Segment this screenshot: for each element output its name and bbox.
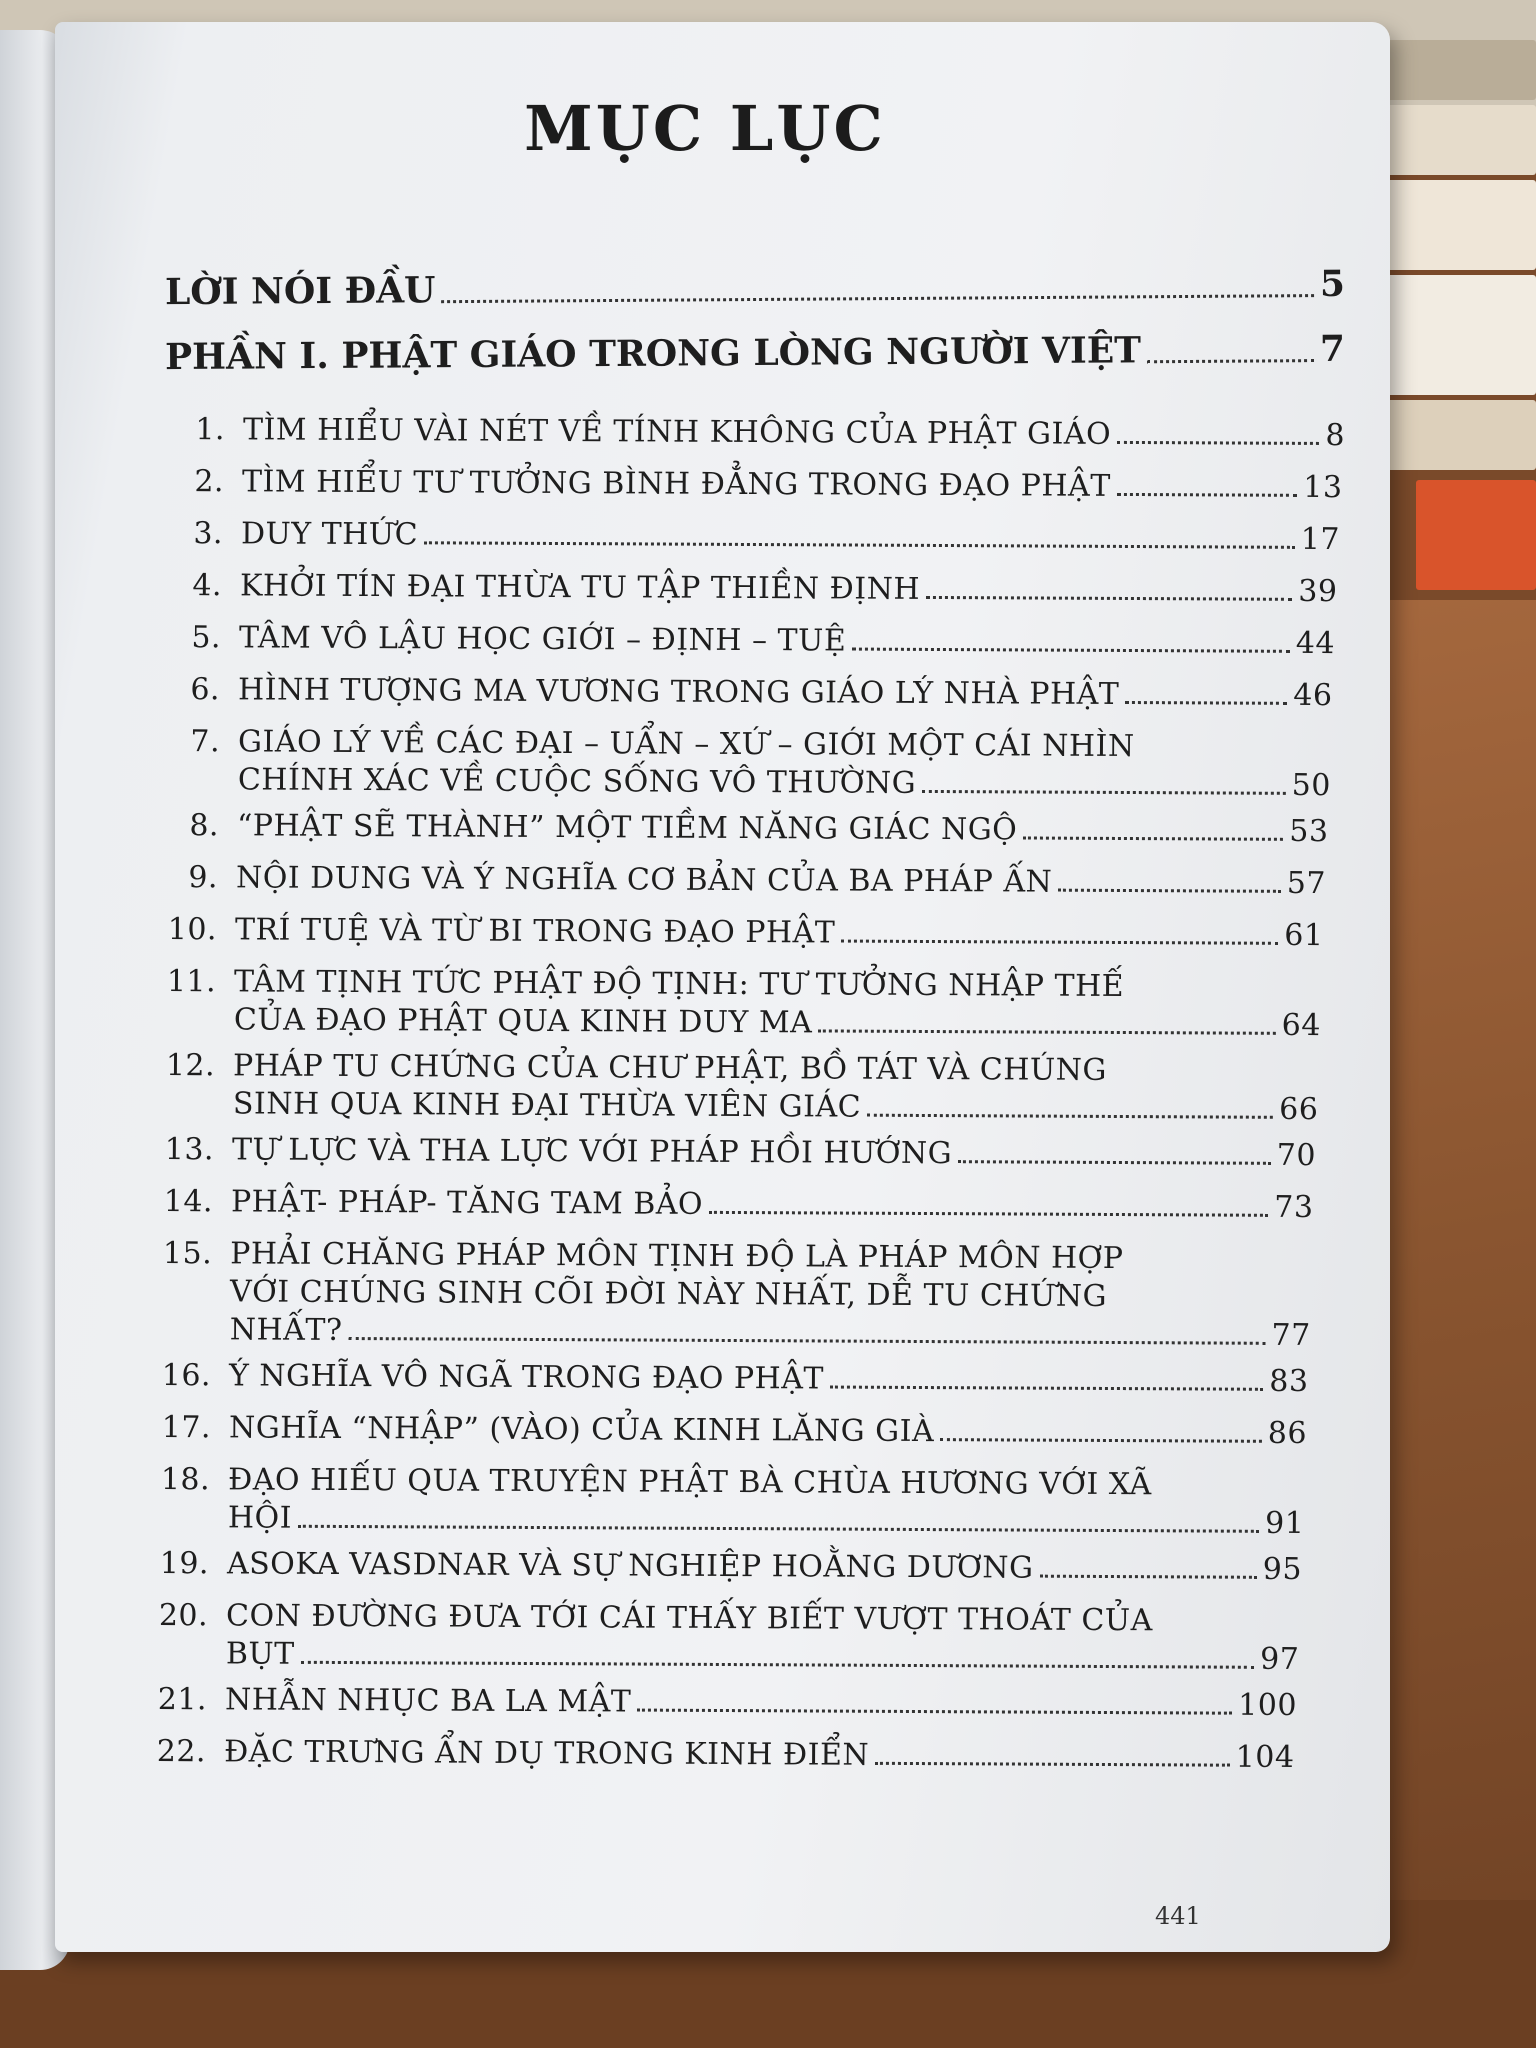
book-page [55,22,1390,1952]
toc-entry-title: HỘI [227,1500,293,1536]
toc-entry [154,1129,1316,1173]
toc-entry-line [152,1309,1311,1353]
toc-entry-page: 39 [1298,573,1338,610]
toc-entry-line [153,1181,1314,1225]
toc-entry-number: 3. [193,516,224,552]
toc-entry-page: 46 [1293,677,1333,714]
toc-entry-line [150,1459,1305,1503]
toc-entry-title: CON ĐƯỜNG ĐƯA TỚI CÁI THẤY BIẾT VƯỢT THOÁT CỦA [226,1598,1153,1639]
toc-entry-line [160,721,1331,765]
toc-entry-number: 2. [194,464,225,500]
toc-entry-line [163,513,1340,557]
toc-entry-title: “PHẬT SẼ THÀNH” MỘT TIỀM NĂNG GIÁC NGỘ [236,808,1018,848]
dot-leader [940,1438,1262,1443]
toc-entry-title: TỰ LỰC VÀ THA LỰC VỚI PHÁP HỒI HƯỚNG [231,1132,953,1172]
toc-entry-number: 18. [160,1462,211,1498]
toc-entry-line [148,1633,1300,1677]
toc-entry-page: 66 [1279,1091,1319,1128]
toc-entry [148,1595,1300,1677]
toc-entry-title: PHÁP TU CHỨNG CỦA CHƯ PHẬT, BỒ TÁT VÀ CHÚNG [233,1048,1108,1088]
toc-entry [156,961,1321,1043]
toc-entry-title: NHẤT? [229,1312,343,1348]
dot-leader [830,1386,1263,1391]
toc-entry-line [152,1271,1311,1315]
toc-entry-page: 97 [1260,1641,1300,1678]
toc-entry-line [158,857,1326,901]
toc-entry-foreword [165,263,1345,313]
dot-leader [301,1661,1254,1669]
toc-entry-title: BỤT [225,1636,295,1672]
toc-entry-line [154,1129,1316,1173]
toc-entry-number: 19. [159,1546,210,1582]
toc-entry [165,409,1345,453]
toc-entry-title: VỚI CHÚNG SINH CÕI ĐỜI NÀY NHẤT, DỄ TU CHỨNG [229,1274,1108,1314]
toc-entry-title: ASOKA VASDNAR VÀ SỰ NGHIỆP HOẰNG DƯƠNG [226,1546,1034,1586]
toc-entry-title: TÂM TỊNH TỨC PHẬT ĐỘ TỊNH: TƯ TƯỞNG NHẬP THẾ [234,964,1125,1005]
toc-entry-page: 104 [1235,1739,1295,1776]
toc-entry-page: 91 [1265,1505,1305,1542]
toc-entry-number: 14. [163,1184,214,1220]
toc-entry-page: 95 [1262,1551,1303,1588]
page-title: MỤC LỤC [524,92,886,165]
toc-entry-title: KHỞI TÍN ĐẠI THỪA TU TẬP THIỀN ĐỊNH [239,568,921,607]
toc-entry [153,1181,1314,1225]
dot-leader [841,940,1278,945]
toc-entry-number: 21. [157,1682,208,1718]
toc-entry [150,1459,1305,1541]
toc-entry-line [164,461,1343,505]
toc-entry-number: 6. [190,672,221,708]
toc-entry-line [159,805,1329,849]
toc-entry-page: 83 [1269,1363,1309,1400]
toc-entry-title: PHẢI CHĂNG PHÁP MÔN TỊNH ĐỘ LÀ PHÁP MÔN HỢP [230,1236,1124,1277]
toc-entry-line [165,409,1345,453]
toc-entry-line [160,759,1331,803]
toc-entry [158,857,1326,901]
dot-leader [424,541,1295,549]
toc-entry-number: 5. [191,620,222,656]
toc-entry-number: 12. [165,1048,216,1084]
dot-leader [298,1525,1259,1533]
toc-entry-number: 10. [167,912,218,948]
book-stack [1366,40,1536,600]
dot-leader [922,790,1286,795]
dot-leader [926,596,1292,601]
toc-entry-line [156,999,1321,1043]
dot-leader [818,1029,1275,1034]
toc-entry-line [162,565,1338,609]
toc-entry-line [155,1045,1319,1089]
dot-leader [637,1709,1232,1715]
dot-leader [958,1160,1271,1165]
toc-entry-page: 8 [1325,417,1346,454]
toc-entry-title: PHẬT- PHÁP- TĂNG TAM BẢO [230,1184,704,1222]
toc-entry [152,1233,1312,1353]
toc-entry-page: 13 [1303,469,1343,506]
toc-entry-page: 7 [1319,327,1346,371]
toc-entry [163,513,1340,557]
toc-entry-line [157,909,1324,953]
toc-entry-number: 4. [192,568,223,604]
toc-entry-title: TRÍ TUỆ VÀ TỪ BI TRONG ĐẠO PHẬT [234,912,836,951]
dot-leader [1117,493,1298,497]
toc-entry-part1 [165,328,1345,378]
toc-entry [155,1045,1319,1127]
toc-entry-number: 20. [158,1598,209,1634]
toc-entry [151,1407,1307,1451]
toc-entry-line [151,1407,1307,1451]
toc-entry [161,617,1335,661]
toc-entry-number: 17. [161,1410,212,1446]
toc-entry-line [147,1679,1297,1723]
dot-leader [442,294,1314,303]
toc-entry-line [150,1497,1305,1541]
toc-entry-page: 100 [1238,1687,1298,1724]
toc-entry-line [152,1233,1311,1277]
toc-entry-number: 8. [189,808,220,844]
dot-leader [875,1762,1230,1767]
toc-entry-title: SINH QUA KINH ĐẠI THỪA VIÊN GIÁC [232,1086,862,1125]
toc-entry-line [151,1355,1309,1399]
toc-entry-number: 15. [162,1236,213,1272]
toc-entry-page: 77 [1271,1317,1311,1354]
dot-leader [852,648,1290,653]
dot-leader [1125,701,1287,705]
toc-entry [159,805,1329,849]
toc-entry [160,721,1331,803]
toc-entry-title: TÂM VÔ LẬU HỌC GIỚI – ĐỊNH – TUỆ [238,620,847,659]
toc-entry-line [160,669,1333,713]
page-number: 441 [1155,1902,1201,1930]
toc-entry [164,461,1343,505]
toc-entry-title: HÌNH TƯỢNG MA VƯƠNG TRONG GIÁO LÝ NHÀ PHẬT [237,672,1120,712]
toc-entry [146,1731,1295,1775]
toc-entry-page: 5 [1319,262,1346,306]
toc-entry-page: 50 [1291,767,1331,804]
dot-leader [1117,441,1319,445]
toc-entry-title: NỘI DUNG VÀ Ý NGHĨA CƠ BẢN CỦA BA PHÁP ẤN [235,860,1053,900]
dot-leader [1058,889,1280,893]
toc-entry [157,909,1324,953]
toc-entry-page: 44 [1295,625,1336,662]
toc-entry-title: DUY THỨC [240,516,419,553]
toc-entry [160,669,1333,713]
dot-leader [1039,1575,1256,1579]
toc-entry-title: GIÁO LÝ VỀ CÁC ĐẠI – UẨN – XỨ – GIỚI MỘT CÁI NHÌN [238,724,1135,765]
toc-entry-page: 64 [1281,1007,1321,1044]
toc-entry-number: 22. [156,1734,207,1770]
toc-entry [162,565,1338,609]
toc-entry-title: ĐẶC TRƯNG ẨN DỤ TRONG KINH ĐIỂN [223,1734,870,1773]
dot-leader [867,1114,1273,1119]
toc-entry-line [146,1731,1295,1775]
toc-entry-title: Ý NGHĨA VÔ NGÃ TRONG ĐẠO PHẬT [228,1358,825,1397]
toc-entry-line [156,961,1321,1005]
toc-entry-page: 73 [1274,1189,1314,1226]
toc-entry-title: PHẦN I. PHẬT GIÁO TRONG LÒNG NGƯỜI VIỆT [164,329,1142,379]
toc-entry-line [155,1083,1319,1127]
toc-entry-page: 17 [1300,521,1341,558]
toc-entry-title: LỜI NÓI ĐẦU [164,269,436,314]
toc-entry-page: 53 [1289,813,1329,850]
dot-leader [709,1211,1268,1217]
toc-entry-line [161,617,1335,661]
dot-leader [348,1337,1265,1345]
toc-entry-page: 57 [1286,865,1327,902]
toc-entry-title: CHÍNH XÁC VỀ CUỘC SỐNG VÔ THƯỜNG [237,762,917,801]
toc-entry-title: CỦA ĐẠO PHẬT QUA KINH DUY MA [233,1002,813,1041]
toc-entry-line [148,1595,1300,1639]
toc-entry-title: NHẪN NHỤC BA LA MẬT [224,1682,632,1720]
toc-entry-page: 86 [1267,1415,1308,1452]
toc-entry-number: 7. [190,724,221,760]
toc-entry [147,1679,1297,1723]
toc-entry-number: 16. [161,1358,212,1394]
toc-entry-number: 13. [164,1132,215,1168]
dot-leader [1023,836,1283,840]
toc-entry-title: TÌM HIỂU TƯ TƯỞNG BÌNH ĐẲNG TRONG ĐẠO PHẬT [241,464,1111,504]
dot-leader [1147,359,1314,363]
toc-entry-number: 11. [166,964,217,1000]
toc-entry [149,1543,1302,1587]
toc-entry-title: NGHĨA “NHẬP” (VÀO) CỦA KINH LĂNG GIÀ [228,1410,935,1450]
toc-entry-page: 61 [1284,917,1324,954]
toc-entry [151,1355,1309,1399]
toc-entry-number: 1. [195,412,226,448]
toc-entry-title: TÌM HIỂU VÀI NÉT VỀ TÍNH KHÔNG CỦA PHẬT GIÁO [242,412,1112,452]
toc-entry-number: 9. [188,860,219,896]
toc-entry-line [149,1543,1302,1587]
toc-entry-page: 70 [1276,1137,1317,1174]
toc-entry-title: ĐẠO HIẾU QUA TRUYỆN PHẬT BÀ CHÙA HƯƠNG VỚI XÃ [228,1462,1152,1503]
